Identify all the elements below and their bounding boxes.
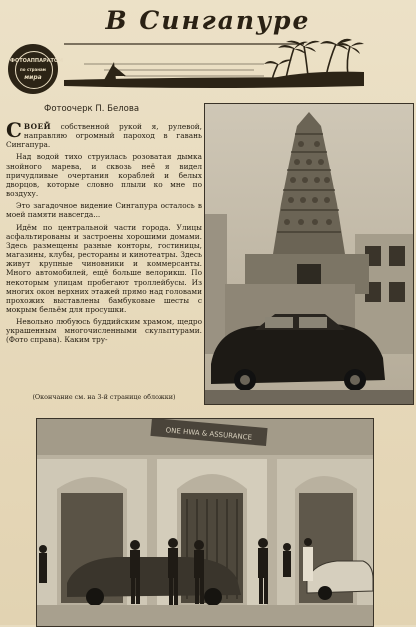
- header-illustration: [64, 36, 364, 92]
- badge-line-2: по странам: [20, 67, 46, 72]
- street-photo-image: [37, 419, 373, 626]
- article-paragraph: Над водой тихо струилась розоватая дымка знойного марева, и сквозь неё я видел причудливые очертания кораблей и белых дворцов, которые словно плыли ко мне по воздуху.: [6, 152, 202, 199]
- article-paragraph: Идём по центральной части города. Улицы асфальтированы и застроены хорошими домами. Здесь размещены разные конторы, гостиницы, магазины, клубы, рестораны и кинотеатры. Здесь живут крупные чиновники и коммерсанты. Много автомобилей, ещё больше велорикш. По некоторым улицам пробегают троллейбусы. Из многих окон верхних этажей прямо над головами прохожих выставлены бамбуковые шесты с мокрым бельём для просушки.: [6, 222, 202, 314]
- lead-word: ВОЕЙ: [23, 122, 52, 131]
- temple-photo-image: [205, 104, 413, 404]
- article-byline: Фотоочерк П. Белова: [44, 104, 140, 114]
- article-text: [6, 118, 202, 348]
- shop-sign: ONE HWA & ASSURANCE: [165, 426, 253, 442]
- drop-cap: С: [6, 118, 22, 142]
- continuation-note: (Окончание см. на 3-й странице обложки): [32, 393, 176, 401]
- badge-line-1: ФОТОАППАРАТОМ: [10, 58, 64, 64]
- article-paragraph: Невольно любуюсь буддийским храмом, щедро украшенным многочисленными скульптурами. (Фото справа). Каким тру-: [6, 317, 202, 345]
- page-title: В Сингапуре: [105, 6, 311, 35]
- temple-photo: [204, 103, 414, 405]
- street-photo: [36, 418, 374, 627]
- paragraph-text: собственной рукой я, рулевой, направляю огромный пароход в гавань Сингапура.: [6, 122, 202, 150]
- article-paragraph: [6, 118, 202, 150]
- badge-line-3: мира: [24, 74, 42, 81]
- article-paragraph: Это загадочное видение Сингапура осталось в моей памяти навсегда...: [6, 201, 202, 220]
- series-badge: [8, 44, 64, 94]
